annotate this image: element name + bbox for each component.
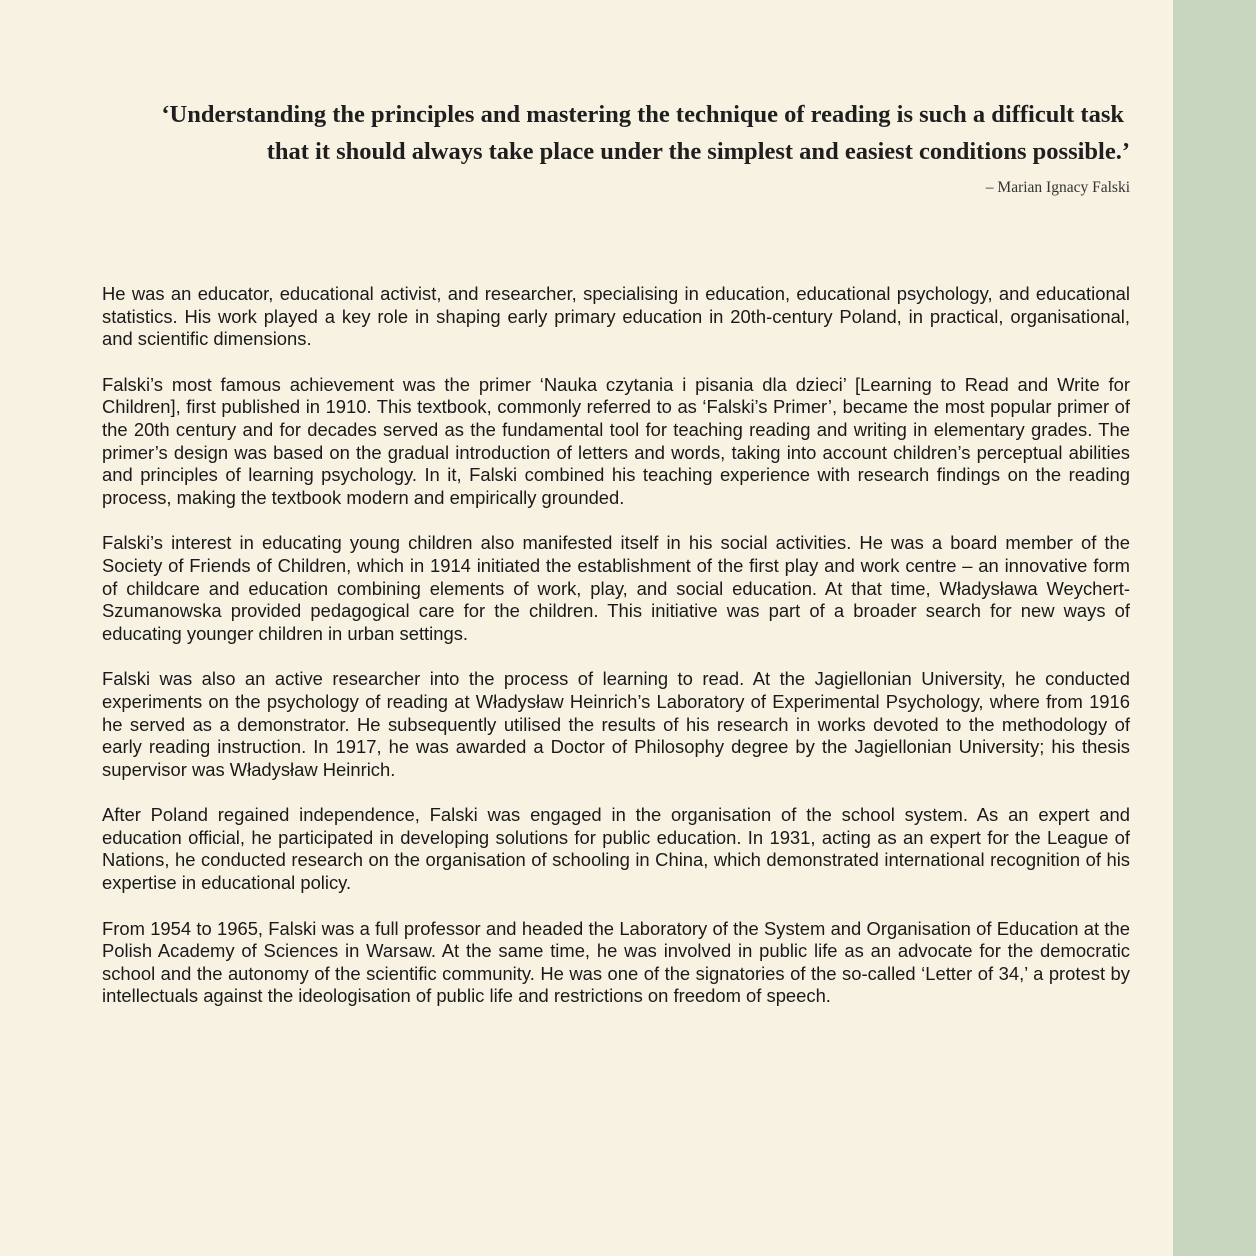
side-color-band [1173,0,1256,1256]
quote-line-1: ‘Understanding the principles and mastering the technique of reading is such a difficult task [161,101,1124,128]
paragraph-1: He was an educator, educational activist, and researcher, specialising in education, educational psychology, and educational statistics. His work played a key role in shaping early primary education in 20th-century Poland, in practical, organisational, and scientific dimensions. [102,283,1130,350]
paragraph-3: Falski’s interest in educating young children also manifested itself in his social activities. He was a board member of the Society of Friends of Children, which in 1914 initiated the establishment of the first play and work centre – an innovative form of childcare and education combining elements of work, play, and social education. At that time, Władysława Weychert-Szumanowska provided pedagogical care for the children. This initiative was part of a broader search for new ways of educating younger children in urban settings. [102,532,1130,644]
quote-text [102,96,1130,170]
paragraph-6: From 1954 to 1965, Falski was a full professor and headed the Laboratory of the System and Organisation of Education at the Polish Academy of Sciences in Warsaw. At the same time, he was involved in public life as an advocate for the democratic school and the autonomy of the scientific community. He was one of the signatories of the so-called ‘Letter of 34,’ a protest by intellectuals against the ideologisation of public life and restrictions on freedom of speech. [102,917,1130,1007]
biography-text [102,283,1130,1031]
paragraph-4: Falski was also an active researcher into the process of learning to read. At the Jagiellonian University, he conducted experiments on the psychology of reading at Władysław Heinrich’s Laboratory of Experimental Psychology, where from 1916 he served as a demonstrator. He subsequently utilised the results of his research in works devoted to the methodology of early reading instruction. In 1917, he was awarded a Doctor of Philosophy degree by the Jagiellonian University; his thesis supervisor was Władysław Heinrich. [102,668,1130,780]
quote-line-2: that it should always take place under the simplest and easiest conditions possible.’ [266,138,1130,165]
quote-author: – Marian Ignacy Falski [985,179,1130,196]
paragraph-2: Falski’s most famous achievement was the primer ‘Nauka czytania i pisania dla dzieci’ [Learning to Read and Write for Children], first published in 1910. This textbook, commonly referred to as ‘Falski’s Primer’, became the most popular primer of the 20th century and for decades served as the fundamental tool for teaching reading and writing in elementary grades. The primer’s design was based on the gradual introduction of letters and words, taking into account children’s perceptual abilities and principles of learning psychology. In it, Falski combined his teaching experience with research findings on the reading process, making the textbook modern and empirically grounded. [102,373,1130,508]
epigraph-quote [102,96,1130,198]
paragraph-5: After Poland regained independence, Falski was engaged in the organisation of the school system. As an expert and education official, he participated in developing solutions for public education. In 1931, acting as an expert for the League of Nations, he conducted research on the organisation of schooling in China, which demonstrated international recognition of his expertise in educational policy. [102,804,1130,894]
